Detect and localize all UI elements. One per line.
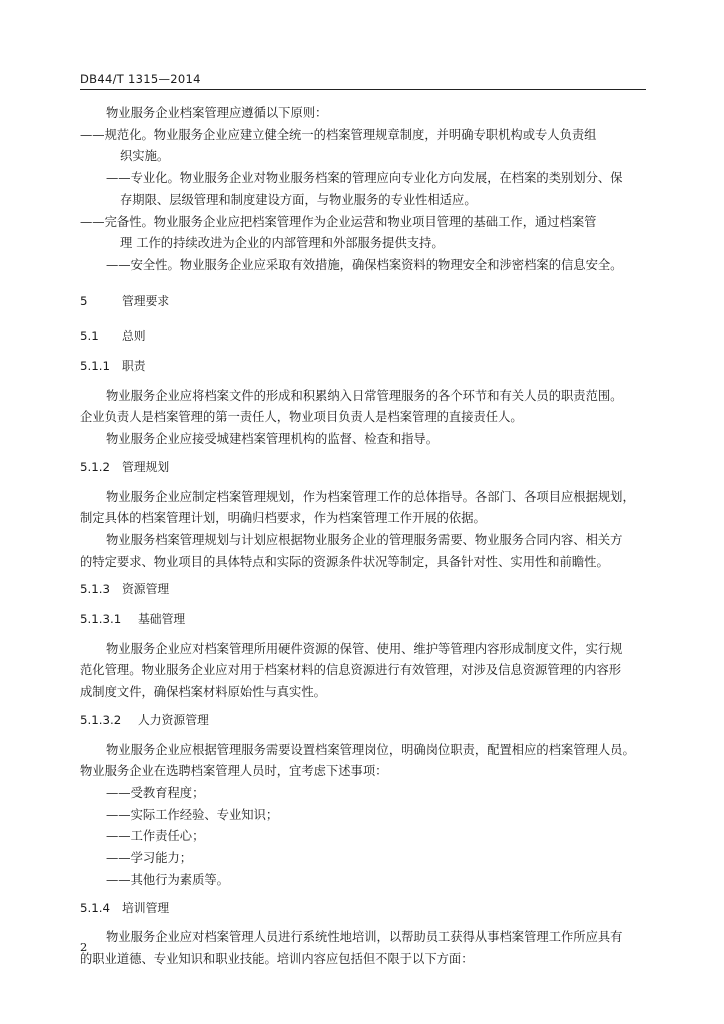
section-5-1-1-heading bbox=[80, 356, 646, 378]
paragraph-line: 物业服务企业应对档案管理人员进行系统性地培训，以帮助员工获得从事档案管理工作所应具有 bbox=[106, 930, 623, 945]
principle-2-line-1: ——专业化。物业服务企业对物业服务档案的管理应向专业化方向发展，在档案的类别划分、保 bbox=[106, 171, 623, 186]
page-number: 2 bbox=[80, 940, 88, 954]
principle-3-line-1: ——完备性。物业服务企业应把档案管理作为企业运营和物业项目管理的基础工作，通过档案管 bbox=[80, 214, 597, 229]
section-5-heading bbox=[80, 291, 646, 313]
section-title: 人力资源管理 bbox=[138, 712, 209, 727]
section-number: 5.1.3 bbox=[80, 582, 111, 597]
principle-4-line-1: ——安全性。物业服务企业应采取有效措施，确保档案资料的物理安全和涉密档案的信息安全。 bbox=[106, 257, 623, 272]
section-number: 5.1.3.2 bbox=[80, 712, 122, 727]
principle-1-line-2: 织实施。 bbox=[120, 149, 170, 164]
document-id-header: DB44/T 1315—2014 bbox=[80, 72, 201, 86]
principle-3-line-2: 理 工作的持续改进为企业的内部管理和外部服务提供支持。 bbox=[120, 236, 444, 251]
section-number: 5.1.1 bbox=[80, 359, 111, 374]
paragraph-line: 物业服务企业应接受城建档案管理机构的监督、检查和指导。 bbox=[106, 432, 439, 447]
section-5-1-3-heading bbox=[80, 579, 646, 601]
section-5-1-heading bbox=[80, 326, 646, 348]
paragraph-line: 范化管理。物业服务企业应对用于档案材料的信息资源进行有效管理，对涉及信息资源管理的内容形 bbox=[80, 663, 622, 678]
list-item: ——受教育程度； bbox=[106, 785, 205, 800]
paragraph-line: 的职业道德、专业知识和职业技能。培训内容应包括但不限于以下方面： bbox=[80, 951, 474, 966]
paragraph-line: 物业服务企业在选聘档案管理人员时，宜考虑下述事项： bbox=[80, 764, 388, 779]
section-number: 5.1.2 bbox=[80, 459, 111, 474]
paragraph-line: 物业服务企业应将档案文件的形成和积累纳入日常管理服务的各个环节和有关人员的职责范围。 bbox=[106, 388, 623, 403]
list-item: ——其他行为素质等。 bbox=[106, 872, 229, 887]
paragraph-line: 成制度文件，确保档案材料原始性与真实性。 bbox=[80, 685, 326, 700]
section-5-1-4-heading bbox=[80, 898, 646, 920]
paragraph-line: 企业负责人是档案管理的第一责任人，物业项目负责人是档案管理的直接责任人。 bbox=[80, 410, 523, 425]
list-item: ——实际工作经验、专业知识； bbox=[106, 807, 279, 822]
section-title: 培训管理 bbox=[122, 900, 170, 915]
list-item: ——工作责任心； bbox=[106, 829, 205, 844]
principle-2-line-2: 存期限、层级管理和制度建设方面，与物业服务的专业性相适应。 bbox=[120, 192, 477, 207]
document-body bbox=[80, 103, 646, 971]
section-title: 资源管理 bbox=[122, 582, 170, 597]
header-rule bbox=[80, 89, 646, 90]
section-5-1-3-1-heading bbox=[80, 609, 646, 631]
section-5-1-3-2-heading bbox=[80, 710, 646, 732]
paragraph-line: 的特定要求、物业项目的具体特点和实际的资源条件状况等制定，具备针对性、实用性和前瞻性。 bbox=[80, 554, 609, 569]
principle-1-line-1: ——规范化。物业服务企业应建立健全统一的档案管理规章制度，并明确专职机构或专人负责组 bbox=[80, 127, 597, 142]
paragraph-line: 物业服务档案管理规划与计划应根据物业服务企业的管理服务需要、物业服务合同内容、相关方 bbox=[106, 532, 623, 547]
section-number: 5.1 bbox=[80, 329, 99, 344]
section-title: 职责 bbox=[122, 359, 146, 374]
section-title: 基础管理 bbox=[138, 612, 186, 627]
paragraph-line: 物业服务企业应根据管理服务需要设置档案管理岗位，明确岗位职责，配置相应的档案管理人员。 bbox=[106, 742, 635, 757]
section-5-1-2-heading bbox=[80, 457, 646, 479]
section-title: 管理规划 bbox=[122, 459, 170, 474]
paragraph-line: 物业服务企业应制定档案管理规划，作为档案管理工作的总体指导。各部门、各项目应根据规划， bbox=[106, 489, 635, 504]
list-item: ——学习能力； bbox=[106, 851, 193, 866]
paragraph-line: 制定具体的档案管理计划，明确归档要求，作为档案管理工作开展的依据。 bbox=[80, 511, 486, 526]
section-number: 5 bbox=[80, 293, 88, 308]
section-title: 管理要求 bbox=[122, 293, 170, 308]
section-title: 总则 bbox=[122, 329, 146, 344]
section-number: 5.1.4 bbox=[80, 900, 111, 915]
intro-lead: 物业服务企业档案管理应遵循以下原则： bbox=[106, 106, 328, 120]
section-number: 5.1.3.1 bbox=[80, 612, 122, 627]
paragraph-line: 物业服务企业应对档案管理所用硬件资源的保管、使用、维护等管理内容形成制度文件，实行规 bbox=[106, 641, 623, 656]
